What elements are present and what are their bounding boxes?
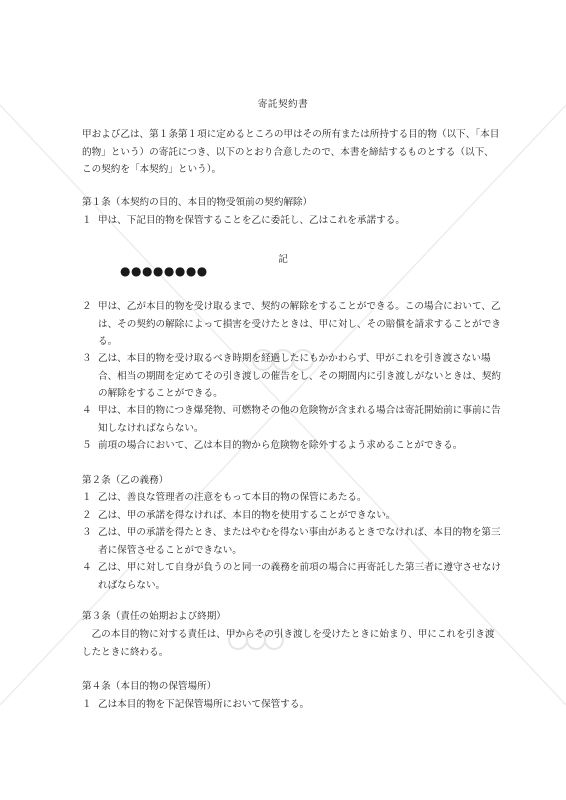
item-number: ３ [82,353,92,364]
article-2-item-3 [82,524,502,559]
item-text: 甲は、本目的物につき爆発物、可燃物その他の危険物が含まれる場合は寄託開始前に事前に告知しなければならない。 [98,405,501,434]
preamble: 甲および乙は、第１条第１項に定めるところの甲はその所有または所持する目的物（以下、「本目的物」という）の寄託につき、以下のとおり合意したので、本書を締結するものとする（以下、この契約を「本契約」という）。 [82,129,500,175]
item-text: 乙は、本目的物を受け取るべき時期を経過したにもかかわらず、甲がこれを引き渡さない場合、相当の期間を定めてその引き渡しの催告をし、その期間内に引き渡しがないときは、契約の解除をすることができる。 [98,353,501,399]
article-4-heading: 第４条（本目的物の保管場所） [82,681,217,692]
item-number: １ [82,492,92,503]
redacted-items: ●●●●●●●● [120,264,208,278]
item-text: 乙は、甲の承諾を得たとき、またはやむを得ない事由があるときでなければ、本目的物を第三者に保管させることができない。 [98,527,501,556]
article-2-heading: 第２条（乙の義務） [82,475,169,486]
item-number: １ [82,699,92,710]
item-number: ２ [82,510,92,521]
article-1-item-5 [82,437,502,455]
item-text: 乙は、善良な管理者の注意をもって本目的物の保管にあたる。 [98,492,367,503]
article-4-item-1 [82,696,502,714]
item-number: ４ [82,405,92,416]
ki-label: 記 [278,254,288,265]
item-text: 乙は本目的物を下記保管場所において保管する。 [98,699,310,710]
item-number: ２ [82,301,92,312]
item-text: 甲は、乙が本目的物を受け取るまで、契約の解除をすることができる。この場合において、乙は、その契約の解除によって損害を受けたときは、甲に対し、その賠償を請求することができる。 [98,301,501,347]
item-number: ４ [82,562,92,573]
item-text: 乙は、甲の承諾を得なければ、本目的物を使用することができない。 [98,510,396,521]
document-title: 寄託契約書 [257,99,309,110]
item-number: ５ [82,440,92,451]
item-text: 乙は、甲に対して自身が負うのと同一の義務を前項の場合に再寄託した第三者に遵守させなければならない。 [98,562,501,591]
article-1-heading: 第１条（本契約の目的、本目的物受領前の契約解除） [82,197,313,208]
article-2-item-2 [82,507,502,525]
article-3-heading: 第３条（責任の始期および終期） [82,611,226,622]
article-1-item-3 [82,350,502,403]
article-3-text: 乙の本目的物に対する責任は、甲からその引き渡しを受けたときに始まり、甲にこれを引き渡したときに終わる。 [82,629,495,658]
item-text: 前項の場合において、乙は本目的物から危険物を除外するよう求めることができる。 [98,440,463,451]
item-number: １ [82,215,92,226]
article-1-item-4 [82,402,502,437]
article-1-item-2 [82,298,502,351]
item-number: ３ [82,527,92,538]
article-1-item-1 [82,212,502,230]
article-2-item-1 [82,489,502,507]
item-text: 甲は、下記目的物を保管することを乙に委託し、乙はこれを承諾する。 [98,215,405,226]
article-2-item-4 [82,559,502,594]
